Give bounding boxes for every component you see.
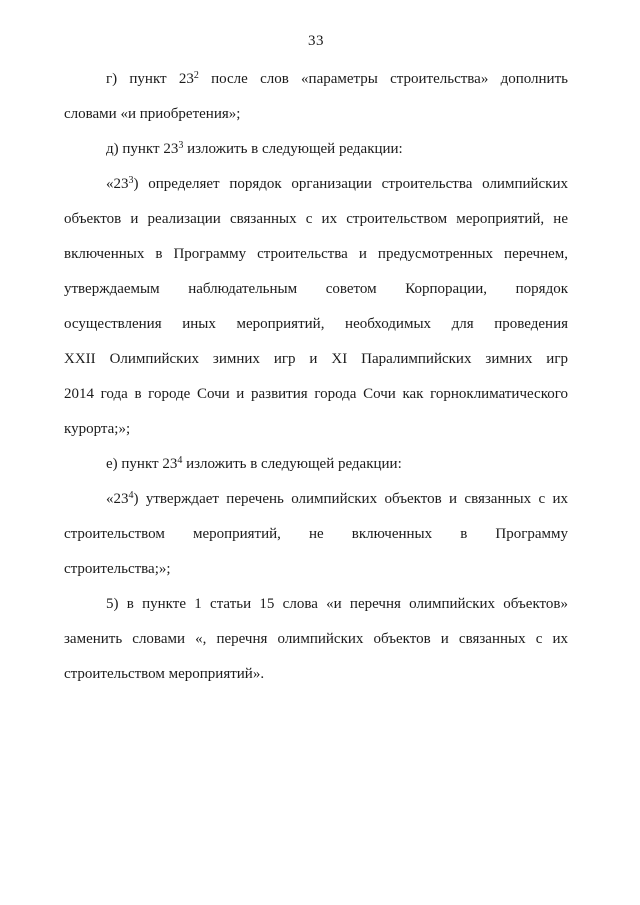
subitem-e-line: [64, 447, 568, 482]
text-segment: 5) в пункте 1 статьи 15 слова «и перечня олимпийских объектов»: [106, 596, 568, 612]
superscript-digit: 4: [128, 490, 134, 501]
superscript-digit: 3: [178, 140, 184, 151]
point-23-4-text-line: [64, 517, 568, 552]
superscript-digit: 3: [128, 175, 134, 186]
text-segment: курорта;»;: [64, 421, 131, 437]
text-segment: г) пункт 23: [106, 71, 194, 87]
text-segment: изложить в следующей редакции:: [182, 456, 402, 472]
text-segment: после слов «параметры строительства» дополнить: [198, 71, 568, 87]
point-23-3-text-line: [64, 412, 568, 447]
page-number: 33: [308, 33, 324, 49]
superscript-digit: 2: [193, 70, 199, 81]
point-23-3-text-line: [64, 307, 568, 342]
text-segment: строительством мероприятий».: [64, 666, 265, 682]
superscript-digit: 4: [177, 455, 183, 466]
text-segment: строительства;»;: [64, 561, 171, 577]
item-5-line: [64, 587, 568, 622]
point-23-3-text-line: [64, 272, 568, 307]
item-5-line: [64, 657, 568, 692]
point-23-3-text-line: [64, 202, 568, 237]
text-segment: объектов и реализации связанных с их строительством мероприятий, не: [64, 211, 568, 227]
item-5-line: [64, 622, 568, 657]
point-23-4-text-line: [64, 552, 568, 587]
subitem-g-line: [64, 97, 568, 132]
text-segment: ) утверждает перечень олимпийских объектов и связанных с их: [133, 491, 568, 507]
subitem-d-line: [64, 132, 568, 167]
text-segment: строительством мероприятий, не включенных в Программу: [64, 526, 568, 542]
text-segment: заменить словами «, перечня олимпийских объектов и связанных с их: [64, 631, 568, 647]
point-23-3-text-line: [64, 167, 568, 202]
text-segment: изложить в следующей редакции:: [183, 141, 403, 157]
point-23-3-text-line: [64, 342, 568, 377]
point-23-3-text-line: [64, 237, 568, 272]
text-segment: 2014 года в городе Сочи и развития города Сочи как горноклиматического: [64, 386, 568, 402]
text-segment: включенных в Программу строительства и предусмотренных перечнем,: [64, 246, 568, 262]
text-segment: XXII Олимпийских зимних игр и XI Паралимпийских зимних игр: [64, 351, 568, 367]
text-segment: е) пункт 23: [106, 456, 178, 472]
subitem-g-line: [64, 62, 568, 97]
text-segment: ) определяет порядок организации строительства олимпийских: [133, 176, 568, 192]
text-segment: «23: [106, 176, 129, 192]
text-segment: осуществления иных мероприятий, необходимых для проведения: [64, 316, 568, 332]
document-text: [64, 62, 568, 692]
text-segment: словами «и приобретения»;: [64, 106, 241, 122]
text-segment: д) пункт 23: [106, 141, 179, 157]
text-segment: «23: [106, 491, 129, 507]
text-segment: утверждаемым наблюдательным советом Корпорации, порядок: [64, 281, 568, 297]
point-23-4-text-line: [64, 482, 568, 517]
point-23-3-text-line: [64, 377, 568, 412]
